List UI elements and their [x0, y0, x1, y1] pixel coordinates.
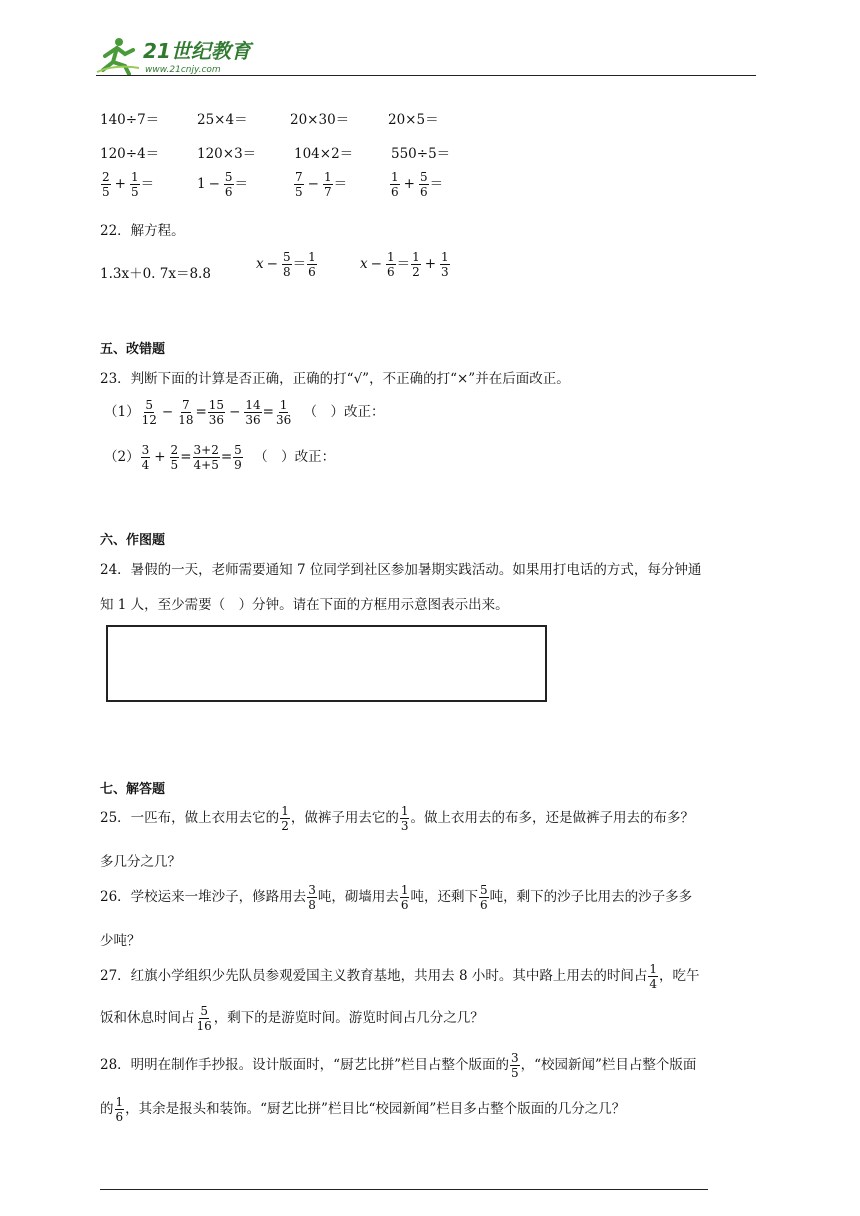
q28-line-2: 的 $\frac{1}{6}$ ，其余是报头和装饰。“厨艺比拼”栏目比“校园新闻”栏目多占整个版面的几分之几？: [100, 1095, 626, 1124]
q23-text: 23．判断下面的计算是否正确，正确的打“√”，不正确的打“×”并在后面改正。: [100, 371, 570, 387]
site-logo: [95, 34, 265, 76]
logo-text: 21世纪教育: [143, 39, 251, 63]
oral-item: 140÷7＝: [100, 112, 160, 128]
q26-line-1: 26．学校运来一堆沙子，修路用去 $\frac{3}{8}$ 吨，砌墙用去 $\frac{1}{6}$ 吨，还剩下 $\frac{5}{6}$ 吨，剩下的沙子比用去的沙子多多: [100, 883, 693, 912]
oral-item: 20×5＝: [388, 112, 439, 128]
logo-url: www.21cnjy.com: [145, 65, 221, 75]
oral-item: 120÷4＝: [100, 146, 160, 162]
q27-line-1: 27．红旗小学组织少先队员参观爱国主义教育基地，共用去 8 小时。其中路上用去的时间占 $\frac{1}{4}$ ，吃午: [100, 962, 700, 991]
equation-2: x − $\frac{5}{8}$ ＝ $\frac{1}{6}$: [256, 250, 316, 279]
section-title: 五、改错题: [100, 342, 166, 357]
oral-item: 20×30＝: [290, 112, 350, 128]
fraction-expr: $\frac{2}{5}$ + $\frac{1}{5}$ ＝: [102, 170, 155, 199]
q25-line-1: 25．一匹布，做上衣用去它的 $\frac{1}{2}$ ，做裤子用去它的 $\frac{1}{3}$ 。做上衣用去的布多，还是做裤子用去的布多？: [100, 804, 694, 833]
q22-title: 22．解方程。: [100, 223, 185, 239]
footer-divider: [100, 1189, 708, 1190]
q26-line-2: 少吨？: [100, 933, 141, 949]
q25-line-2: 多几分之几？: [100, 854, 181, 870]
fraction-expr: 1 − $\frac{5}{6}$ ＝: [197, 170, 249, 199]
section-title: 六、作图题: [100, 533, 166, 548]
section-title: 七、解答题: [100, 782, 166, 797]
q24-line-1: 24．暑假的一天，老师需要通知 7 位同学到社区参加暑期实践活动。如果用打电话的方式，每分钟通: [100, 562, 702, 578]
fraction-expr: $\frac{7}{5}$ − $\frac{1}{7}$ ＝: [295, 170, 348, 199]
oral-item: 104×2＝: [294, 146, 354, 162]
oral-item: 25×4＝: [197, 112, 248, 128]
q23-item-2: （2） $\frac{3}{4}$ + $\frac{2}{5}$ = $\frac{3+2}{4+5}$ = $\frac{5}{9}$ （ ）改正：: [104, 443, 336, 472]
oral-item: 550÷5＝: [391, 146, 451, 162]
runner-icon: [97, 38, 139, 74]
header-divider: [96, 75, 756, 76]
q27-line-2: 饭和休息时间占 $\frac{5}{16}$ ，剩下的是游览时间。游览时间占几分之几？: [100, 1004, 484, 1033]
equation-3: x − $\frac{1}{6}$ ＝ $\frac{1}{2}$ + $\frac{1}{3}$: [360, 250, 449, 279]
drawing-box[interactable]: [106, 625, 547, 702]
q23-item-1: （1） $\frac{5}{12}$ − $\frac{7}{18}$ = $\frac{15}{36}$ − $\frac{14}{36}$ = $\frac{1}{36}$ （ ）改正：: [104, 398, 385, 427]
fraction-expr: $\frac{1}{6}$ + $\frac{5}{6}$ ＝: [391, 170, 444, 199]
equation-1: 1.3x＋0. 7x＝8.8: [100, 266, 211, 282]
oral-item: 120×3＝: [197, 146, 257, 162]
q24-line-2: 知 1 人，至少需要（ ）分钟。请在下面的方框用示意图表示出来。: [100, 597, 509, 613]
q28-line-1: 28．明明在制作手抄报。设计版面时，“厨艺比拼”栏目占整个版面的 $\frac{3}{5}$ ，“校园新闻”栏目占整个版面: [100, 1051, 697, 1080]
